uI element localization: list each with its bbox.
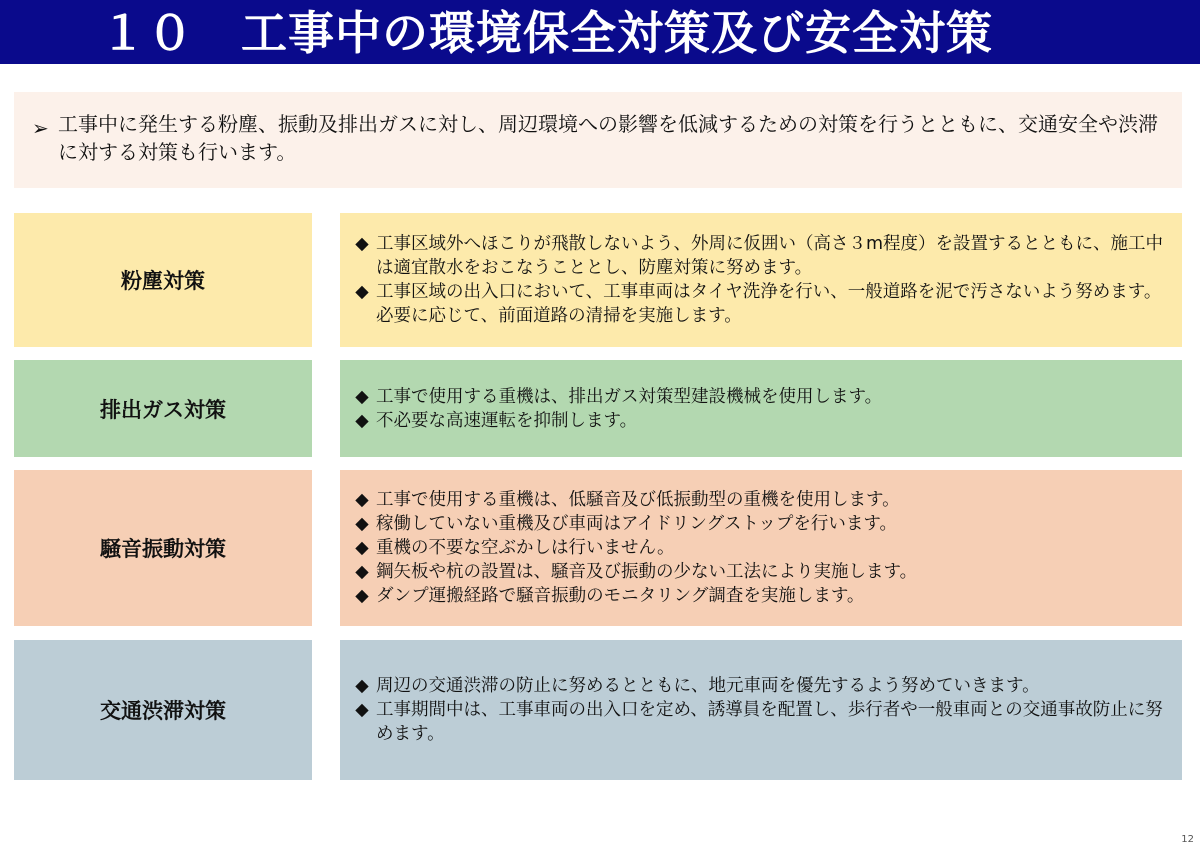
diamond-bullet-icon: ◆	[355, 562, 369, 582]
page-number: 12	[1181, 834, 1194, 845]
list-item-text: 工事期間中は、工事車両の出入口を定め、誘導員を配置し、歩行者や一般車両との交通事故防止に努めます。	[376, 700, 1163, 744]
list-item	[348, 560, 1166, 584]
list-item	[348, 232, 1166, 280]
page-title: １０ 工事中の環境保全対策及び安全対策	[100, 6, 993, 60]
list-item-text: 工事で使用する重機は、低騒音及び低振動型の重機を使用します。	[376, 490, 900, 510]
intro-text: 工事中に発生する粉塵、振動及排出ガスに対し、周辺環境への影響を低減するための対策を行うとともに、交通安全や渋滞に対する対策も行います。	[58, 112, 1158, 164]
list-item	[348, 385, 1166, 409]
list-item	[348, 698, 1166, 746]
list-item-text: 周辺の交通渋滞の防止に努めるとともに、地元車両を優先するよう努めていきます。	[376, 676, 1040, 696]
diamond-bullet-icon: ◆	[355, 586, 369, 606]
list-item-text: 稼働していない重機及び車両はアイドリングストップを行います。	[376, 514, 897, 534]
section-label-noise	[14, 470, 312, 626]
list-item	[348, 409, 1166, 433]
section-content-noise	[340, 470, 1182, 626]
title-bar	[0, 0, 1200, 64]
diamond-bullet-icon: ◆	[355, 410, 369, 431]
diamond-bullet-icon: ◆	[355, 234, 369, 254]
intro-box	[14, 92, 1182, 188]
arrow-bullet-icon: ➢	[32, 116, 49, 140]
section-content-traffic	[340, 640, 1182, 780]
diamond-bullet-icon: ◆	[355, 386, 369, 407]
section-label-dust	[14, 213, 312, 347]
section-content-dust	[340, 213, 1182, 347]
section-label-text: 粉塵対策	[121, 269, 205, 293]
list-item	[348, 512, 1166, 536]
list-item-text: ダンプ運搬経路で騒音振動のモニタリング調査を実施します。	[376, 586, 865, 606]
section-content-exhaust	[340, 360, 1182, 457]
diamond-bullet-icon: ◆	[355, 538, 369, 558]
diamond-bullet-icon: ◆	[355, 282, 369, 302]
list-item	[348, 536, 1166, 560]
list-item	[348, 584, 1166, 608]
list-item-text: 鋼矢板や杭の設置は、騒音及び振動の少ない工法により実施します。	[376, 562, 918, 582]
section-label-exhaust	[14, 360, 312, 457]
section-label-text: 騒音振動対策	[100, 537, 226, 561]
list-item	[348, 280, 1166, 328]
list-item-text: 重機の不要な空ぶかしは行いません。	[376, 538, 675, 558]
section-label-text: 交通渋滞対策	[100, 699, 226, 723]
diamond-bullet-icon: ◆	[355, 514, 369, 534]
list-item	[348, 488, 1166, 512]
diamond-bullet-icon: ◆	[355, 700, 369, 720]
list-item-text: 工事区域の出入口において、工事車両はタイヤ洗浄を行い、一般道路を泥で汚さないよう努めます。必要に応じて、前面道路の清掃を実施します。	[376, 282, 1162, 326]
diamond-bullet-icon: ◆	[355, 676, 369, 696]
section-label-traffic	[14, 640, 312, 780]
section-label-text: 排出ガス対策	[100, 397, 226, 422]
list-item-text: 工事区域外へほこりが飛散しないよう、外周に仮囲い（高さ３m程度）を設置するとともに、施工中は適宜散水をおこなうこととし、防塵対策に努めます。	[376, 234, 1164, 278]
list-item-text: 工事で使用する重機は、排出ガス対策型建設機械を使用します。	[376, 386, 883, 407]
diamond-bullet-icon: ◆	[355, 490, 369, 510]
list-item	[348, 674, 1166, 698]
list-item-text: 不必要な高速運転を抑制します。	[376, 410, 638, 431]
